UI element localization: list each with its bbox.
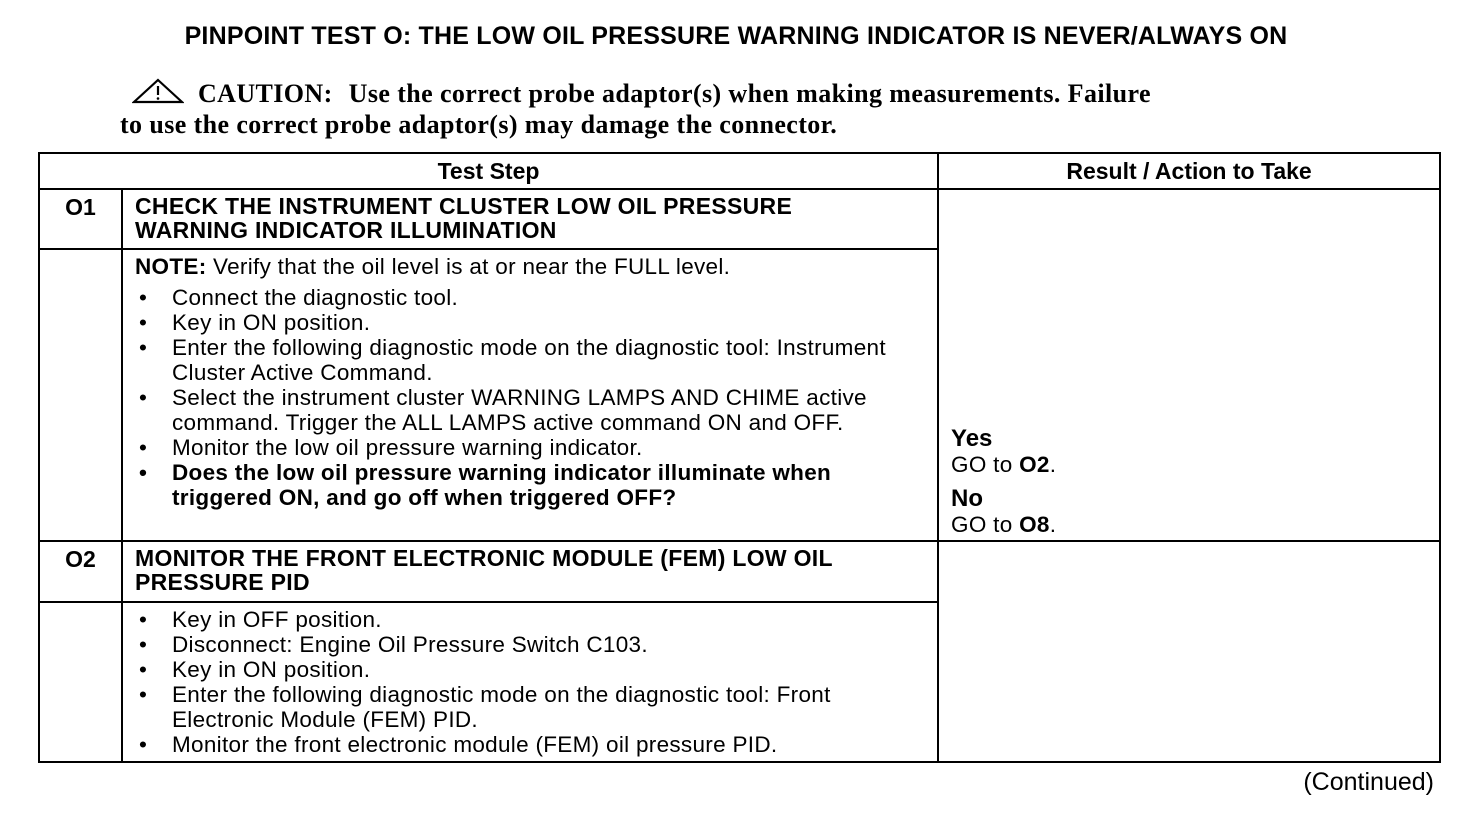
step-o2-result xyxy=(938,541,1440,762)
step-id: O1 xyxy=(39,189,122,249)
caution-line-1 xyxy=(120,78,1340,109)
list-item: • Key in OFF position. xyxy=(135,607,927,632)
goto-o2-link[interactable]: O2 xyxy=(1019,452,1050,477)
result-no-label: No xyxy=(951,485,984,512)
blank-id-cell xyxy=(39,249,122,541)
caution-label: CAUTION: xyxy=(198,79,333,108)
step-title-line: PRESSURE PID xyxy=(135,569,310,595)
step-o1-result xyxy=(938,189,1440,541)
note-label: NOTE: xyxy=(135,254,207,279)
step-id: O2 xyxy=(39,541,122,602)
continued-label: (Continued) xyxy=(1303,768,1434,796)
goto-o8-link[interactable]: O8 xyxy=(1019,512,1050,537)
result-no-action: GO to O8. xyxy=(951,512,1057,537)
list-item: • Key in ON position. xyxy=(135,657,927,682)
header-result-action: Result / Action to Take xyxy=(938,153,1440,189)
result-yes-label: Yes xyxy=(951,425,993,452)
table-header-row xyxy=(39,153,1440,189)
note xyxy=(135,254,927,279)
step-question: • Does the low oil pressure warning indicator illuminate when triggered ON, and go off when triggered OFF? xyxy=(135,460,927,510)
caution-block xyxy=(120,78,1340,140)
list-item: • Connect the diagnostic tool. xyxy=(135,285,927,310)
list-item: • Enter the following diagnostic mode on the diagnostic tool: Front Electronic Module (FEM) PID. xyxy=(135,682,927,732)
warning-triangle-icon xyxy=(132,78,184,104)
step-o1-title-row xyxy=(39,189,1440,249)
caution-line-2: to use the correct probe adaptor(s) may damage the connector. xyxy=(120,110,838,139)
result-yes-action: GO to O2. xyxy=(951,452,1057,477)
list-item: • Enter the following diagnostic mode on the diagnostic tool: Instrument Cluster Active Command. xyxy=(135,335,927,385)
step-body xyxy=(122,602,938,762)
step-o2-title-row xyxy=(39,541,1440,602)
blank-id-cell xyxy=(39,602,122,762)
pinpoint-test-table xyxy=(38,152,1441,763)
header-test-step: Test Step xyxy=(39,153,938,189)
step-title-line: WARNING INDICATOR ILLUMINATION xyxy=(135,217,557,243)
step-title-line: CHECK THE INSTRUMENT CLUSTER LOW OIL PRESSURE xyxy=(135,193,793,219)
step-title-line: MONITOR THE FRONT ELECTRONIC MODULE (FEM) LOW OIL xyxy=(135,545,833,571)
step-bullets xyxy=(135,285,927,510)
list-item: • Disconnect: Engine Oil Pressure Switch C103. xyxy=(135,632,927,657)
note-text: Verify that the oil level is at or near the FULL level. xyxy=(206,254,731,279)
list-item: • Key in ON position. xyxy=(135,310,927,335)
step-title xyxy=(122,541,938,602)
step-bullets xyxy=(135,607,927,757)
caution-text-1: Use the correct probe adaptor(s) when making measurements. Failure xyxy=(348,79,1151,108)
step-title xyxy=(122,189,938,249)
step-body xyxy=(122,249,938,541)
list-item: • Select the instrument cluster WARNING LAMPS AND CHIME active command. Trigger the ALL LAMPS active command ON and OFF. xyxy=(135,385,927,435)
list-item: • Monitor the low oil pressure warning indicator. xyxy=(135,435,927,460)
page-title: PINPOINT TEST O: THE LOW OIL PRESSURE WARNING INDICATOR IS NEVER/ALWAYS ON xyxy=(184,22,1288,50)
list-item: • Monitor the front electronic module (FEM) oil pressure PID. xyxy=(135,732,927,757)
